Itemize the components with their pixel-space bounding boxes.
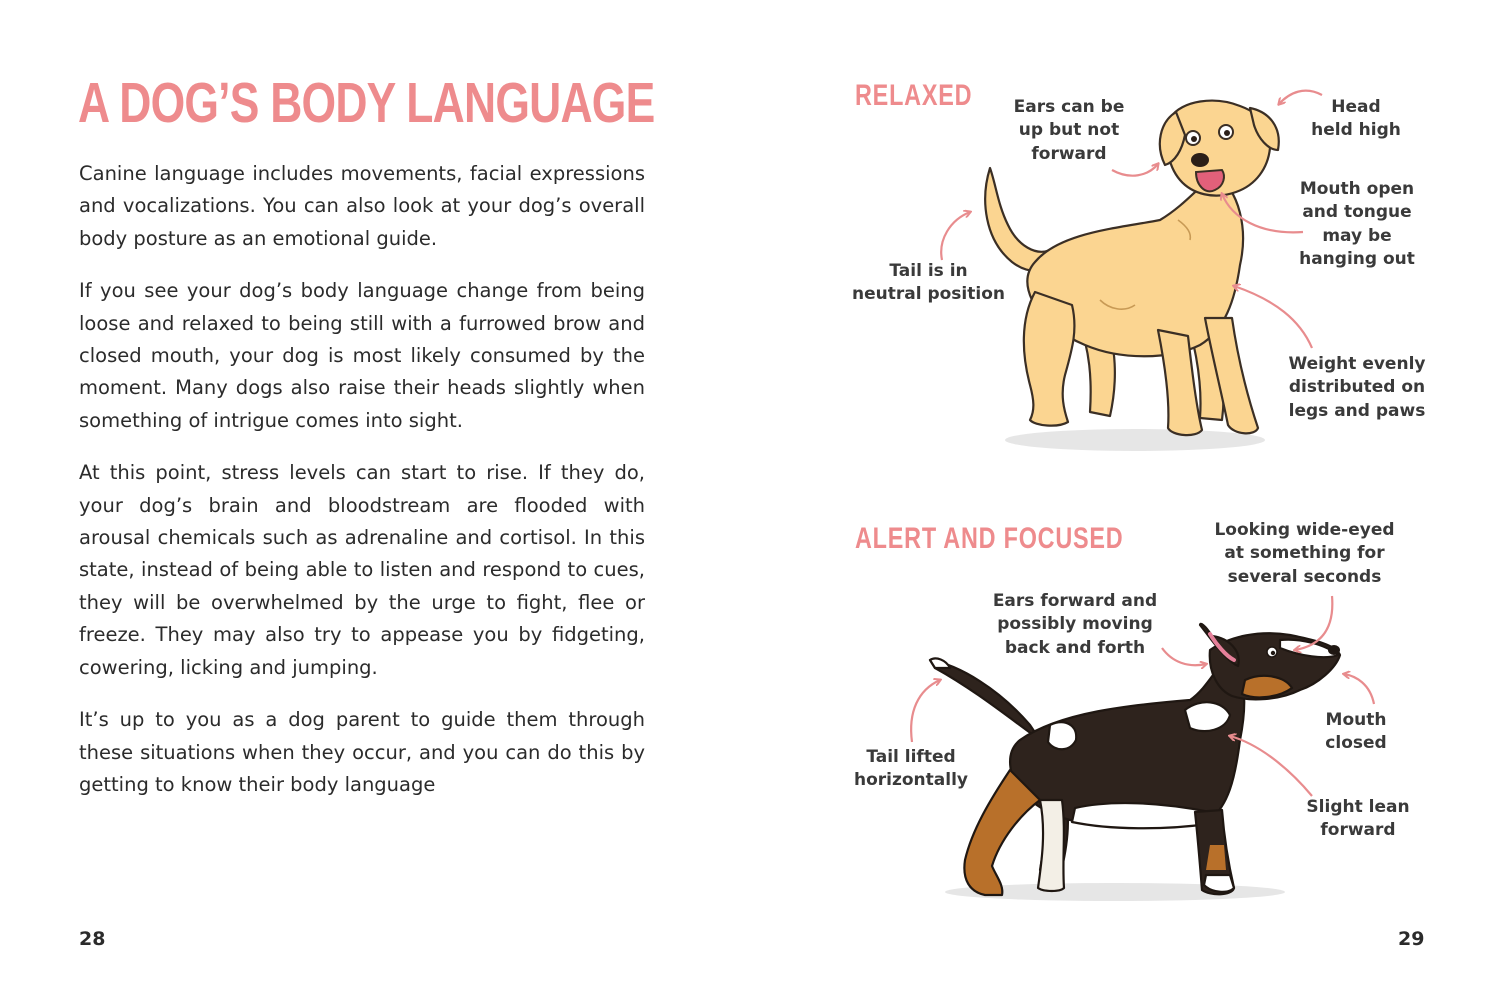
alert-heading: ALERT AND FOCUSED: [855, 522, 1124, 555]
callout-relaxed-weight: Weight evenly distributed on legs and paws: [1288, 354, 1426, 421]
callout-relaxed-tail: Tail is in neutral position: [852, 261, 1005, 305]
callout-alert-tail: Tail lifted horizontally: [853, 747, 968, 791]
paragraph-4: It’s up to you as a dog parent to guide them through these situations when they occur, and you can do this by getting to know their body language: [79, 708, 645, 796]
callout-relaxed-ears: Ears can be up but not forward: [1013, 97, 1125, 164]
callout-alert-ears: Ears forward and possibly moving back and forth: [992, 591, 1158, 658]
callout-alert-mouth: Mouth closed: [1325, 710, 1387, 754]
paragraph-3: At this point, stress levels can start to rise. If they do, your dog’s brain and bloodstream are flooded with arousal chemicals such as adrenaline and cortisol. In this state, instead of being able to listen and respond to cues, they will be overwhelmed by the urge to fight, flee or freeze. They may also try to appease you by fidgeting, cowering, licking and jumping.: [79, 461, 645, 679]
page-number-left: 28: [79, 928, 106, 950]
page-number-right: 29: [1398, 928, 1425, 950]
paragraph-2: If you see your dog’s body language change from being loose and relaxed to being still with a furrowed brow and closed mouth, your dog is most likely consumed by the moment. Many dogs also raise their heads slightly when something of intrigue comes into sight.: [79, 279, 645, 432]
relaxed-heading: RELAXED: [855, 79, 973, 112]
callout-alert-looking: Looking wide-eyed at something for several seconds: [1214, 520, 1395, 587]
page-title: A DOG’S BODY LANGUAGE: [78, 71, 655, 135]
paragraph-1: Canine language includes movements, facial expressions and vocalizations. You can also look at your dog’s overall body posture as an emotional guide.: [79, 162, 645, 250]
callout-relaxed-head: Head held high: [1311, 97, 1401, 141]
callout-alert-lean: Slight lean forward: [1306, 797, 1410, 841]
callout-relaxed-mouth: Mouth open and tongue may be hanging out: [1299, 179, 1415, 270]
